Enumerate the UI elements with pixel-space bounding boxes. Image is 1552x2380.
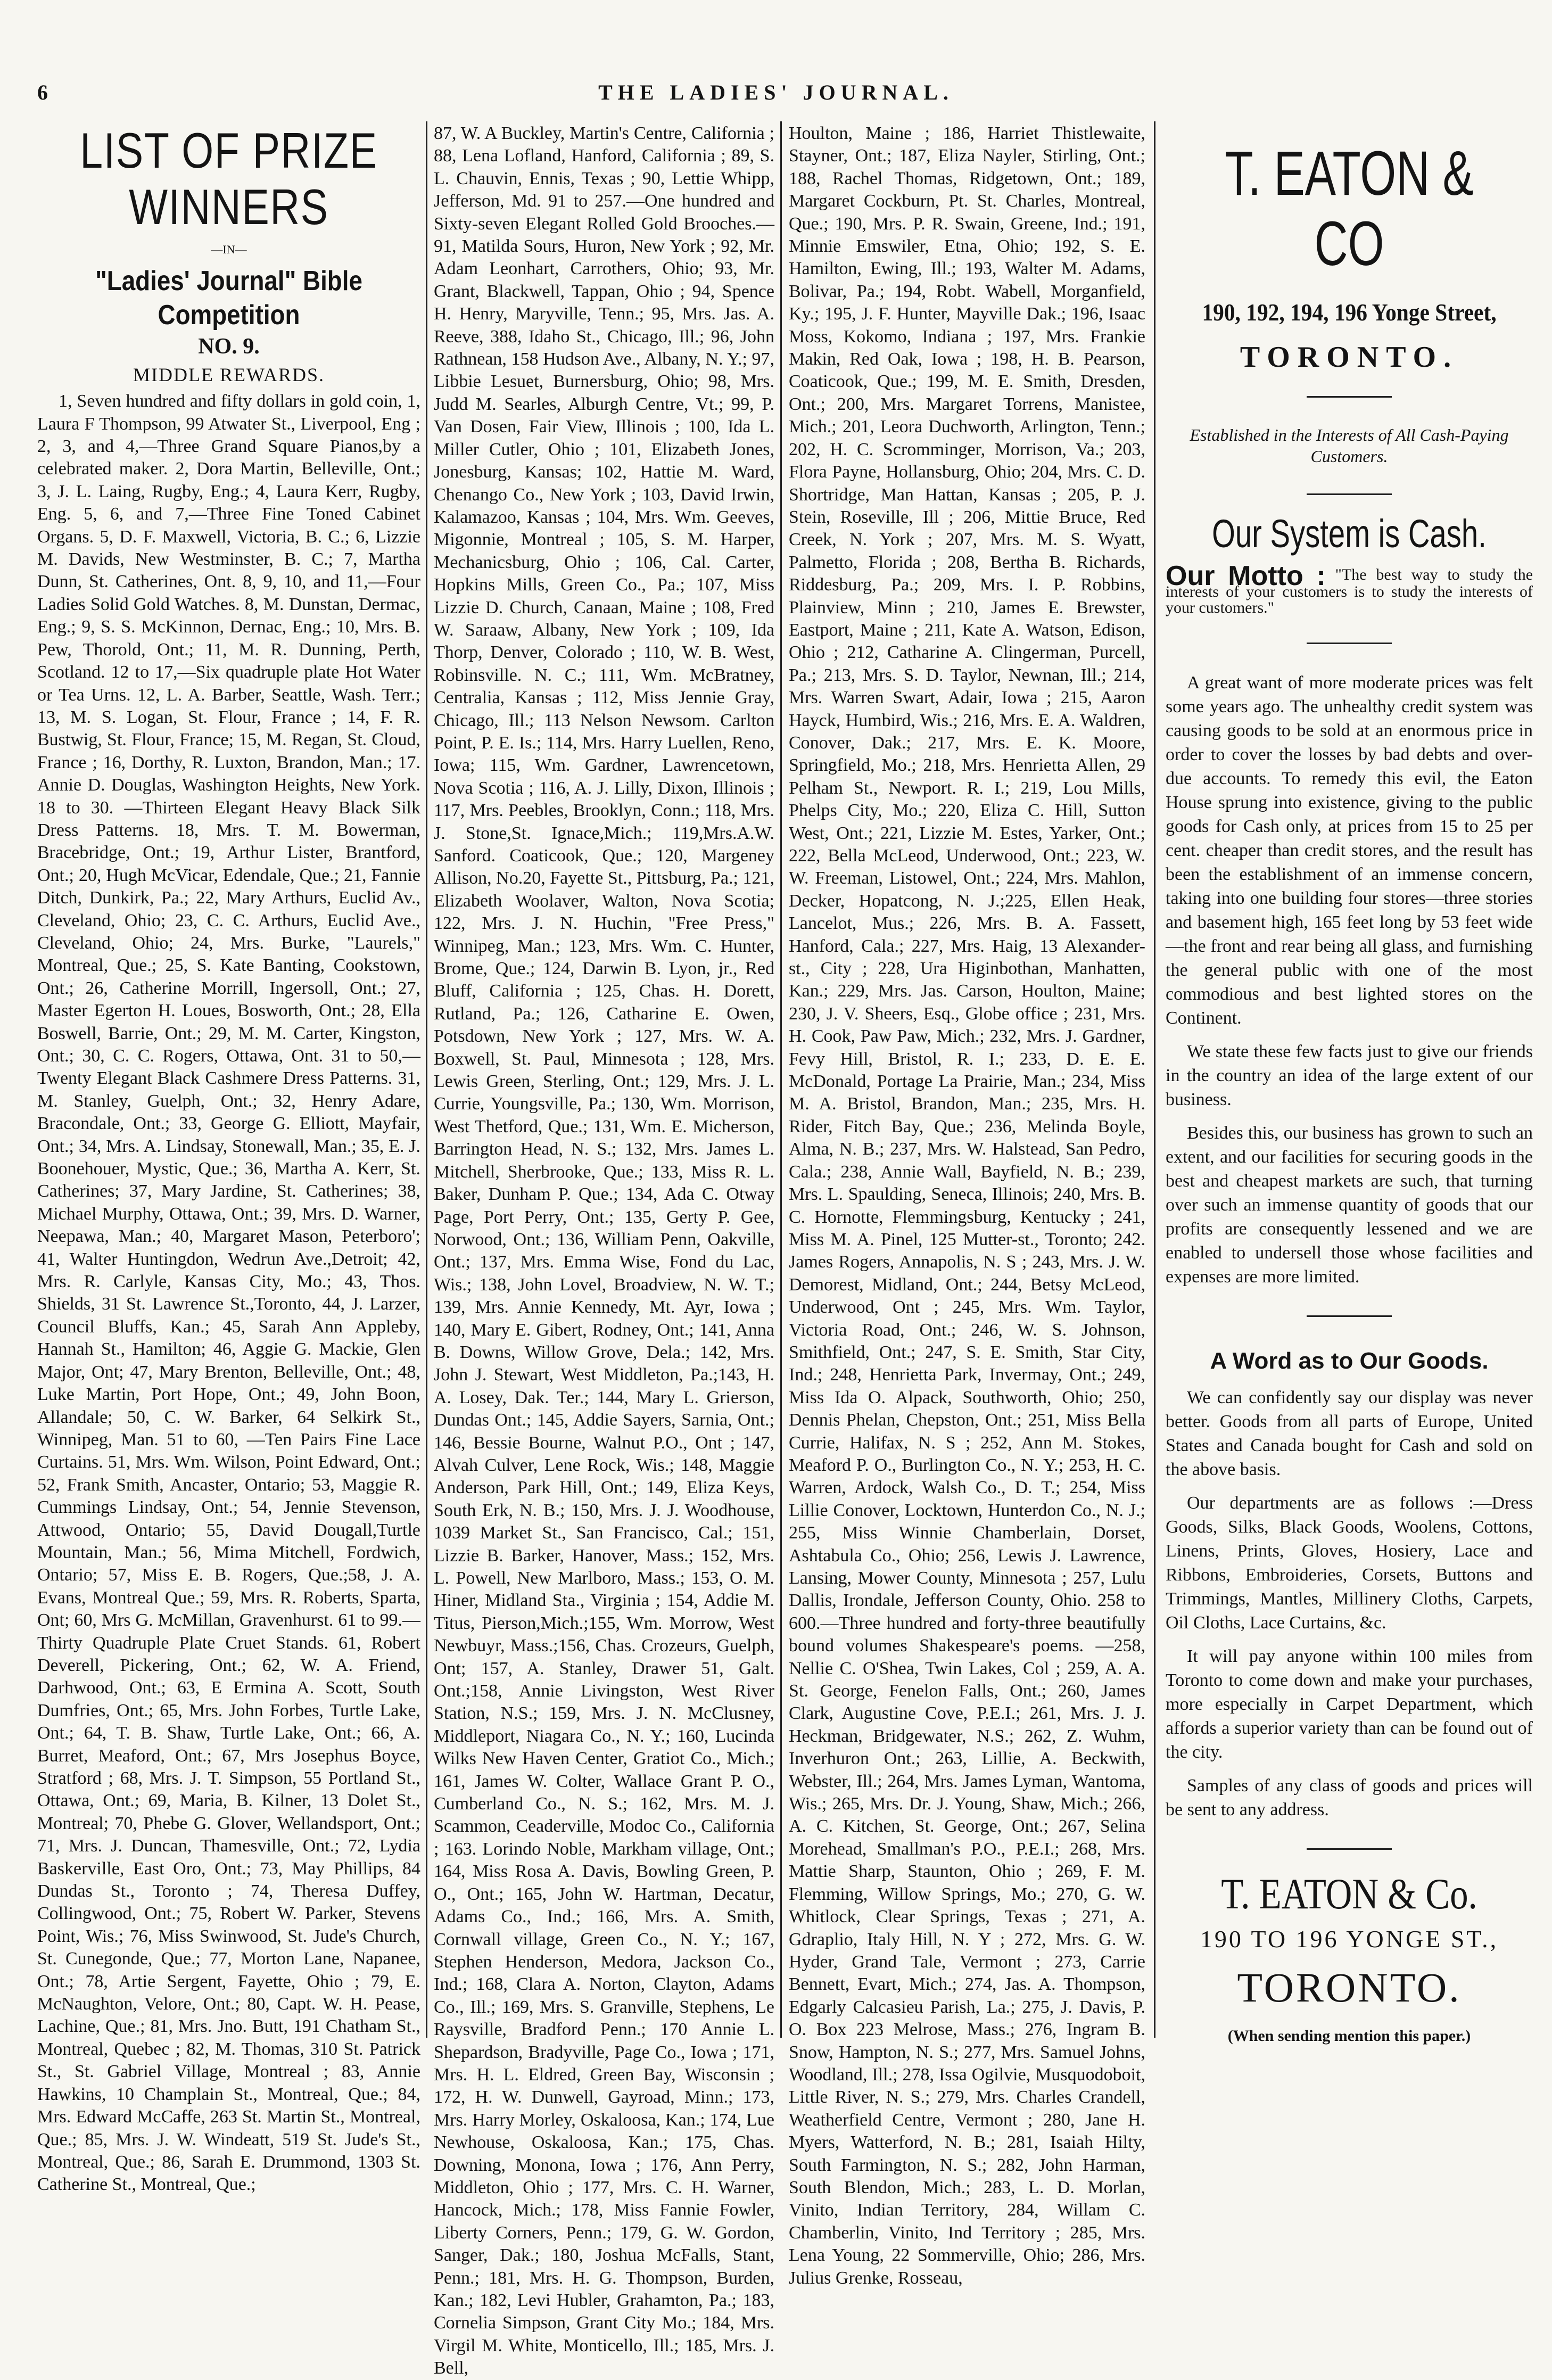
ad-motto	[1166, 561, 1533, 617]
competition-number: NO. 9.	[198, 334, 260, 359]
section-heading: MIDDLE REWARDS.	[133, 364, 325, 385]
divider	[1307, 643, 1392, 644]
ad-system-heading: Our System is Cash.	[1212, 512, 1487, 556]
divider	[1307, 1315, 1392, 1317]
ad-address: 190, 192, 194, 196 Yonge Street,	[1202, 299, 1497, 326]
ad-paragraph: We state these few facts just to give our friends in the country an idea of the large extent of our business.	[1166, 1042, 1533, 1110]
masthead-title: THE LADIES' JOURNAL.	[598, 80, 954, 104]
ad-paragraph: We can confidently say our display was never better. Goods from all parts of Europe, United States and Canada bought for Cash and sold on the above basis.	[1166, 1388, 1533, 1480]
column-rule	[426, 121, 427, 2038]
column-rule	[1154, 121, 1155, 2038]
goods-heading: A Word as to Our Goods.	[1210, 1348, 1489, 1374]
ad-paragraph: It will pay anyone within 100 miles from Toronto to come down and make your purchases, more especially in Carpet Department, which affords a superior variety than can be found out of the city.	[1166, 1646, 1533, 1763]
divider	[1307, 493, 1392, 495]
list-title: LIST OF PRIZE WINNERS	[80, 122, 378, 235]
motto-label: Our Motto :	[1166, 561, 1326, 592]
column-rule	[780, 121, 782, 2038]
prize-list-column-3	[789, 122, 1145, 2288]
ad-established: Established in the Interests of All Cash-Paying Customers.	[1190, 425, 1509, 466]
divider	[1307, 396, 1392, 398]
prize-list-text: 1, Seven hundred and fifty dollars in gold coin, 1, Laura F Thompson, 99 Atwater St., Liverpool, Eng ; 2, 3, and 4,—Three Grand Square Pianos,by a celebrated maker. 2, Dora Martin, Belleville, Ont.; 3, J. L. Laing, Rugby, Eng.; 4, Laura Kerr, Rugby, Eng. 5, 6, and 7,—Three Fine Toned Cabinet Organs. 5, D. F. Maxwell, Victoria, B. C.; 6, Lizzie M. Davids, New Westminster, B. C.; 7, Martha Dunn, St. Catherines, Ont. 8, 9, 10, and 11,—Four Ladies Solid Gold Watches. 8, M. Dunstan, Dermac, Eng.; 9, S. S. McKinnon, Dernac, Eng.; 10, Mrs. B. Pew, Thorold, Ont.; 11, M. R. Dunning, Perth, Scotland. 12 to 17,—Six quadruple plate Hot Water or Tea Urns. 12, L. A. Barber, Seattle, Wash. Terr.; 13, M. S. Logan, St. Flour, France ; 14, F. R. Bustwig, St. Flour, France; 15, M. Regan, St. Cloud, France ; 16, Dorthy, R. Luxton, Brandon, Man.; 17. Annie D. Douglas, Washington Heights, New York. 18 to 30. —Thirteen Elegant Heavy Black Silk Dress Patterns. 18, Mrs. T. M. Bowerman, Bracebridge, Ont.; 19, Arthur Lister, Brantford, Ont.; 20, Hugh McVicar, Edendale, Que.; 21, Fannie Ditch, Dunkirk, Pa.; 22, Mary Arthurs, Euclid Av., Cleveland, Ohio; 23, C. C. Arthurs, Euclid Ave., Cleveland, Ohio; 24, Mrs. Burke, "Laurels," Montreal, Que.; 25, S. Kate Banting, Cookstown, Ont.; 26, Catherine Morrill, Ingersoll, Ont.; 27, Master Egerton H. Loues, Bosworth, Ont.; 28, Ella Boswell, Barrie, Ont.; 29, M. M. Carter, Kingston, Ont.; 30, C. C. Rogers, Ottawa, Ont. 31 to 50,—Twenty Elegant Black Cashmere Dress Patterns. 31, M. Stanley, Guelph, Ont.; 32, Henry Adare, Bracondale, Ont.; 33, George G. Elliott, Mayfair, Ont.; 34, Mrs. A. Lindsay, Stonewall, Man.; 35, E. J. Boonehouer, Mystic, Que.; 36, Martha A. Kerr, St. Catherines; 37, Mary Jardine, St. Catherines; 38, Michael Murphy, Ottawa, Ont.; 39, Mrs. D. Warner, Neepawa, Man.; 40, Margaret Mason, Peterboro'; 41, Walter Huntingdon, Wedrun Ave.,Detroit; 42, Mrs. R. Carlyle, Kansas City, Mo.; 43, Thos. Shields, 31 St. Lawrence St.,Toronto, 44, J. Larzer, Council Bluffs, Kan.; 45, Sarah Ann Appleby, Hannah St., Hamilton; 46, Aggie G. Mackie, Glen Major, Ont; 47, Mary Brenton, Belleville, Ont.; 48, Luke Martin, Port Hope, Ont.; 49, John Boon, Allandale; 50, C. W. Barker, 64 Selkirk St., Winnipeg, Man. 51 to 60, —Ten Pairs Fine Lace Curtains. 51, Mrs. Wm. Wilson, Point Edward, Ont.; 52, Frank Smith, Ancaster, Ontario; 53, Maggie R. Cummings Lindsay, Ont.; 54, Jennie Stevenson, Attwood, Ontario; 55, David Dougall,Turtle Mountain, Man.; 56, Mima Mitchell, Fordwich, Ontario; 57, Miss E. B. Rogers, Que.;58, J. A. Evans, Montreal Que.; 59, Mrs. R. Roberts, Sparta, Ont; 60, Mrs G. McMillan, Gravenhurst. 61 to 99.—Thirty Quadruple Plate Cruet Stands. 61, Robert Deverell, Pickering, Ont.; 62, W. A. Friend, Darhwood, Ont.; 63, E Ermina A. Scott, South Dumfries, Ont.; 65, Mrs. John Forbes, Turtle Lake, Ont.; 64, T. B. Shaw, Turtle Lake, Ont.; 66, A. Burret, Meaford, Ont.; 67, Mrs Josephus Boyce, Stratford ; 68, Mrs. J. T. Simpson, 55 Portland St., Ottawa, Ont.; 69, Maria, B. Kilner, 13 Dolet St., Montreal; 70, Phebe G. Glover, Wellandsport, Ont.; 71, Mrs. J. Duncan, Thamesville, Ont.; 72, Lydia Baskerville, East Oro, Ont.; 73, May Phillips, 84 Dundas St., Toronto ; 74, Theresa Duffey, Collingwood, Ont.; 75, Robert W. Parker, Stevens Point, Wis.; 76, Miss Swinwood, St. Jude's Church, St. Cunegonde, Que.; 77, Morton Lane, Napanee, Ont.; 78, Artie Sergent, Fayette, Ohio ; 79, E. McNaughton, Velore, Ont.; 80, Capt. W. H. Pease, Lachine, Que.; 81, Mrs. Jno. Butt, 191 Chatham St., Montreal, Quebec ; 82, M. Thomas, 310 St. Patrick St., St. Gabriel Village, Montreal ; 83, Annie Hawkins, 10 Champlain St., Montreal, Que.; 84, Mrs. Edward McCaffe, 263 St. Martin St., Montreal, Que.; 85, Mrs. J. W. Windeatt, 519 St. Jude's St., Montreal, Que.; 86, Sarah E. Drummond, 1303 St. Catherine St., Montreal, Que.;	[37, 391, 420, 2195]
prize-list-column-2	[434, 122, 774, 2378]
competition-title: "Ladies' Journal" Bible Competition	[95, 266, 362, 331]
prize-list-column-1	[37, 122, 420, 2195]
title-in: —IN—	[211, 243, 247, 256]
divider	[1307, 1848, 1392, 1850]
ad-paragraph: A great want of more moderate prices was felt some years ago. The unhealthy credit system was causing goods to be sold at an enormous price in order to cover the losses by bad debts and over-due accounts. To remedy this evil, the Eaton House sprung into existence, giving to the public goods for Cash only, at prices from 15 to 25 per cent. cheaper than credit stores, and the result has been the establishment of an immense concern, taking into one building four stores—three stories and basement high, 165 feet long by 53 feet wide—the front and rear being all glass, and furnishing the general public with one of the most commodious and best lighted stores on the Continent.	[1166, 673, 1533, 1028]
prize-list-text: 87, W. A Buckley, Martin's Centre, California ; 88, Lena Lofland, Hanford, California ; 89, S. L. Chauvin, Ennis, Texas ; 90, Lettie Whipp, Jefferson, Md. 91 to 257.—One hundred and Sixty-seven Elegant Rolled Gold Brooches.—91, Matilda Sours, Huron, New York ; 92, Mr. Adam Leonhart, Carrothers, Ohio; 93, Mr. Grant, Blackwell, Tappan, Ohio ; 94, Spence H. Henry, Maryville, Tenn.; 95, Mrs. Jas. A. Reeve, 388, Idaho St., Chicago, Ill.; 96, John Rathnean, 158 Hudson Ave., Albany, N. Y.; 97, Libbie Lesuet, Burnersburg, Ohio; 98, Mrs. Judd M. Searles, Alburgh Centre, Vt.; 99, P. Van Dosen, Fair View, Illinois ; 100, Ida L. Miller Cutler, Ohio ; 101, Elizabeth Jones, Jonesburg, Kansas; 102, Hattie M. Ward, Chenango Co., New York ; 103, David Irwin, Kalamazoo, Kansas ; 104, Mrs. Wm. Geeves, Migonnie, Montreal ; 105, S. M. Harper, Mechanicsburg, Ohio ; 106, Cal. Carter, Hopkins Mills, Green Co., Pa.; 107, Miss Lizzie D. Church, Canaan, Maine ; 108, Fred W. Saraaw, Albany, New York ; 109, Ida Thorp, Denver, Colorado ; 110, W. B. West, Robinsville. N. C.; 111, Wm. McBratney, Centralia, Kansas ; 112, Miss Jennie Gray, Chicago, Ill.; 113 Nelson Newsom. Carlton Point, P. E. Is.; 114, Mrs. Harry Luellen, Reno, Iowa; 115, Wm. Gardner, Lawrencetown, Nova Scotia ; 116, A. J. Lilly, Dixon, Illinois ; 117, Mrs. Peebles, Brooklyn, Conn.; 118, Mrs. J. Stone,St. Ignace,Mich.; 119,Mrs.A.W. Sanford. Coaticook, Que.; 120, Margeney Allison, No.20, Fayette St., Pittsburg, Pa.; 121, Elizabeth Woolaver, Walton, Nova Scotia; 122, Mrs. J. N. Huchin, "Free Press," Winnipeg, Man.; 123, Mrs. Wm. C. Hunter, Brome, Que.; 124, Darwin B. Lyon, jr., Red Bluff, California ; 125, Chas. H. Dorett, Rutland, Pa.; 126, Catharine E. Owen, Potsdown, New York ; 127, Mrs. W. A. Boxwell, St. Paul, Minnesota ; 128, Mrs. Lewis Green, Sterling, Ont.; 129, Mrs. J. L. Currie, Youngsville, Pa.; 130, Wm. Morrison, West Thetford, Que.; 131, Wm. E. Micherson, Barrington Head, N. S.; 132, Mrs. James L. Mitchell, Sherbrooke, Que.; 133, Miss R. L. Baker, Dunham P. Que.; 134, Ada C. Otway Page, Port Perry, Ont.; 135, Gerty P. Gee, Norwood, Ont.; 136, William Penn, Oakville, Ont.; 137, Mrs. Emma Wise, Fond du Lac, Wis.; 138, John Lovel, Broadview, N. W. T.; 139, Mrs. Annie Kennedy, Mt. Ayr, Iowa ; 140, Mary E. Gibert, Rodney, Ont.; 141, Anna B. Downs, Willow Grove, Dela.; 142, Mrs. John J. Stewart, West Middleton, Pa.;143, H. A. Losey, Dak. Ter.; 144, Mary L. Grierson, Dundas Ont.; 145, Addie Sayers, Sarnia, Ont.; 146, Bessie Bourne, Walnut P.O., Ont ; 147, Alvah Culver, Lene Rock, Wis.; 148, Maggie Anderson, Park Hill, Ont.; 149, Eliza Keys, South Erk, N. B.; 150, Mrs. J. J. Woodhouse, 1039 Market St., San Francisco, Cal.; 151, Lizzie B. Barker, Hanover, Mass.; 152, Mrs. L. Powell, New Marlboro, Mass.; 153, O. M. Hiner, Midland Sta., Virginia ; 154, Addie M. Titus, Pierson,Mich.;155, Wm. Morrow, West Newbuyr, Mass.;156, Chas. Crozeurs, Guelph, Ont; 157, A. Stanley, Drawer 51, Galt. Ont.;158, Annie Livingston, West River Station, N.S.; 159, Mrs. J. N. McClusney, Middleport, Niagara Co., N. Y.; 160, Lucinda Wilks New Haven Center, Gratiot Co., Mich.; 161, James W. Colter, Wallace Grant P. O., Cumberland Co., N. S.; 162, Mrs. M. J. Scammon, Ceaderville, Modoc Co., California ; 163. Lorindo Noble, Markham village, Ont.; 164, Miss Rosa A. Davis, Bowling Green, P. O., Ont.; 165, John W. Hartman, Decatur, Adams Co., Ind.; 166, Mrs. A. Smith, Cornwall village, Green Co., N. Y.; 167, Stephen Henderson, Medora, Jackson Co., Ind.; 168, Clara A. Norton, Clayton, Adams Co., Ill.; 169, Mrs. S. Granville, Stephens, Le Raysville, Bradford Penn.; 170 Annie L. Shepardson, Bradyville, Page Co., Iowa ; 171, Mrs. H. L. Eldred, Green Bay, Wisconsin ; 172, H. W. Dunwell, Gayroad, Minn.; 173, Mrs. Harry Morley, Oskaloosa, Kan.; 174, Lue Newhouse, Oskaloosa, Kan.; 175, Chas. Downing, Monona, Iowa ; 176, Ann Perry, Middleton, Ohio ; 177, Mrs. C. H. Warner, Hancock, Mich.; 178, Miss Fannie Fowler, Liberty Corners, Penn.; 179, G. W. Gordon, Sanger, Dak.; 180, Joshua McFalls, Stant, Penn.; 181, Mrs. H. G. Thompson, Burden, Kan.; 182, Levi Hubler, Grahamton, Pa.; 183, Cornelia Simpson, Grant City Mo.; 184, Mrs. Virgil M. White, Monticello, Ill.; 185, Mrs. J. Bell,	[434, 123, 774, 2378]
ad-address-2: 190 TO 196 YONGE ST.,	[1200, 1925, 1499, 1953]
ad-paragraph: Samples of any class of goods and prices will be sent to any address.	[1166, 1776, 1533, 1820]
prize-list-text: Houlton, Maine ; 186, Harriet Thistlewaite, Stayner, Ont.; 187, Eliza Nayler, Stirling, Ont.; 188, Rachel Thomas, Ridgetown, Ont.; 189, Margaret Cockburn, Pt. St. Charles, Montreal, Que.; 190, Mrs. P. R. Swain, Greene, Ind.; 191, Minnie Emswiler, Etna, Ohio; 192, S. E. Hamilton, Ewing, Ill.; 193, Walter M. Adams, Bolivar, Pa.; 194, Robt. Wabell, Morganfield, Ky.; 195, J. F. Hunter, Mayville Dak.; 196, Isaac Moss, Kokomo, Indiana ; 197, Mrs. Frankie Makin, Red Oak, Iowa ; 198, H. B. Pearson, Coaticook, Que.; 199, M. E. Smith, Dresden, Ont.; 200, Mrs. Margaret Torrens, Manistee, Mich.; 201, Leora Duchworth, Arlington, Tenn.; 202, H. C. Scromminger, Morrison, Va.; 203, Flora Payne, Hollansburg, Ohio; 204, Mrs. C. D. Shortridge, Man Hattan, Kansas ; 205, P. J. Stein, Roseville, Ill ; 206, Mittie Bruce, Red Creek, N. York ; 207, Mrs. M. S. Wyatt, Palmetto, Florida ; 208, Bertha B. Richards, Riddesburg, Pa.; 209, Mrs. I. P. Robbins, Plainview, Minn ; 210, James E. Brewster, Eastport, Maine ; 211, Kate A. Watson, Edison, Ohio ; 212, Catharine A. Clingerman, Purcell, Pa.; 213, Mrs. S. D. Taylor, Newnan, Ill.; 214, Mrs. Warren Swart, Adair, Iowa ; 215, Aaron Hayck, Humbird, Wis.; 216, Mrs. E. A. Waldren, Conover, Dak.; 217, Mrs. E. K. Moore, Springfield, Mo.; 218, Mrs. Henrietta Allen, 29 Pelham St., Newport. R. I.; 219, Lou Mills, Phelps City, Mo.; 220, Eliza C. Hill, Sutton West, Ont.; 221, Lizzie M. Estes, Yarker, Ont.; 222, Bella McLeod, Underwood, Ont.; 223, W. W. Freeman, Listowel, Ont.; 224, Mrs. Mahlon, Decker, Hopatcong, N. J.;225, Ellen Heak, Lancelot, Mus.; 226, Mrs. B. A. Fassett, Hanford, Cala.; 227, Mrs. Haig, 13 Alexander-st., City ; 228, Ura Higinbothan, Manhatten, Kan.; 229, Mrs. Jas. Carson, Houlton, Maine; 230, J. V. Sheers, Esq., Globe office ; 231, Mrs. H. Cook, Paw Paw, Mich.; 232, Mrs. J. Gardner, Fevy Hill, Bristol, R. I.; 233, D. E. E. McDonald, Portage La Prairie, Man.; 234, Miss M. A. Bristol, Brandon, Man.; 235, Mrs. H. Rider, Fitch Bay, Que.; 236, Melinda Boyle, Alma, N. B.; 237, Mrs. W. Halstead, San Pedro, Cala.; 238, Annie Wall, Bayfield, N. B.; 239, Mrs. L. Spaulding, Seneca, Illinois; 240, Mrs. B. C. Hornotte, Flemmingsburg, Kentucky ; 241, Miss M. A. Pinel, 125 Mutter-st., Toronto; 242. James Rogers, Annapolis, N. S ; 243, Mrs. J. W. Demorest, Midland, Ont.; 244, Betsy McLeod, Underwood, Ont ; 245, Mrs. Wm. Taylor, Victoria Road, Ont.; 246, W. S. Johnson, Smithfield, Ont.; 247, S. E. Smith, Star City, Ind.; 248, Henrietta Park, Invermay, Ont.; 249, Miss Ida O. Alpack, Southworth, Ohio; 250, Dennis Phelan, Chepston, Ont.; 251, Miss Bella Currie, Halifax, N. S ; 252, Ann M. Stokes, Meaford P. O., Burlington Co., N. Y.; 253, H. C. Warren, Ardock, Walsh Co., D. T.; 254, Miss Lillie Conover, Locktown, Hunterdon Co., N. J.; 255, Miss Winnie Chamberlain, Dorset, Ashtabula Co., Ohio; 256, Lewis J. Lawrence, Lansing, Mower County, Minnesota ; 257, Lulu Dallis, Irondale, Jefferson County, Ohio. 258 to 600.—Three hundred and forty-three beautifully bound volumes Shakespeare's poems. —258, Nellie C. O'Shea, Twin Lakes, Col ; 259, A. A. St. George, Fenelon Falls, Ont.; 260, James Clark, Augustine Cove, P.E.I.; 261, Mrs. J. J. Heckman, Bridgewater, N.S.; 262, Z. Wuhm, Inverhuron Ont.; 263, Lillie, A. Beckwith, Webster, Ill.; 264, Mrs. James Lyman, Wantoma, Wis.; 265, Mrs. Dr. J. Young, Shaw, Mich.; 266, A. C. Kitchen, St. George, Ont.; 267, Selina Morehead, Smallman's P.O., P.E.I.; 268, Mrs. Mattie Sharp, Staunton, Ohio ; 269, F. M. Flemming, Willow Springs, Mo.; 270, G. W. Whitlock, Clear Springs, Texas ; 271, A. Gdraplio, Italy Hill, N. Y ; 272, Mrs. G. W. Hyder, Grand Tale, Vermont ; 273, Carrie Bennett, Evart, Mich.; 274, Jas. A. Thompson, Edgarly Calcasieu Parish, La.; 275, J. Davis, P. O. Box 223 Melrose, Mass.; 276, Ingram B. Snow, Hampton, N. S.; 277, Mrs. Samuel Johns, Woodland, Ill.; 278, Issa Ogilvie, Musquodoboit, Little River, N. S.; 279, Mrs. Charles Crandell, Weatherfield Centre, Vermont ; 280, Jane H. Myers, Watterford, N. B.; 281, Isaiah Hilty, South Farmington, N. S.; 282, John Harman, South Blendon, Mich.; 283, L. D. Morlan, Vinito, Indian Territory, 284, Willam C. Chamberlin, Vinito, Ind Territory ; 285, Mrs. Lena Young, 22 Sommerville, Ohio; 286, Mrs. Julius Grenke, Rosseau,	[789, 123, 1145, 2288]
ad-city-2: TORONTO.	[1237, 1964, 1462, 2011]
ad-note: (When sending mention this paper.)	[1227, 2027, 1471, 2045]
page-number: 6	[37, 80, 48, 104]
eaton-advertisement	[1166, 122, 1533, 2049]
ad-company-name: T. EATON & CO	[1225, 138, 1474, 279]
motto-text: "The best way to study the interests of your customers is to study the interests of your customers."	[1166, 566, 1533, 617]
ad-paragraph: Our departments are as follows :—Dress Goods, Silks, Black Goods, Woolens, Cottons, Linens, Prints, Gloves, Hosiery, Lace and Ribbons, Embroideries, Corsets, Buttons and Trimmings, Mantles, Millinery Cloths, Carpets, Oil Cloths, Lace Curtains, &c.	[1166, 1493, 1533, 1633]
ad-paragraph: Besides this, our business has grown to such an extent, and our facilities for securing goods in the best and cheapest markets are such, that turning over such an immense quantity of goods that our profits are consequently lessened and we are enabled to undersell those whose facilities and expenses are more limited.	[1166, 1123, 1533, 1287]
ad-city: TORONTO.	[1240, 341, 1459, 374]
ad-company-name-2: T. EATON & Co.	[1221, 1870, 1477, 1918]
